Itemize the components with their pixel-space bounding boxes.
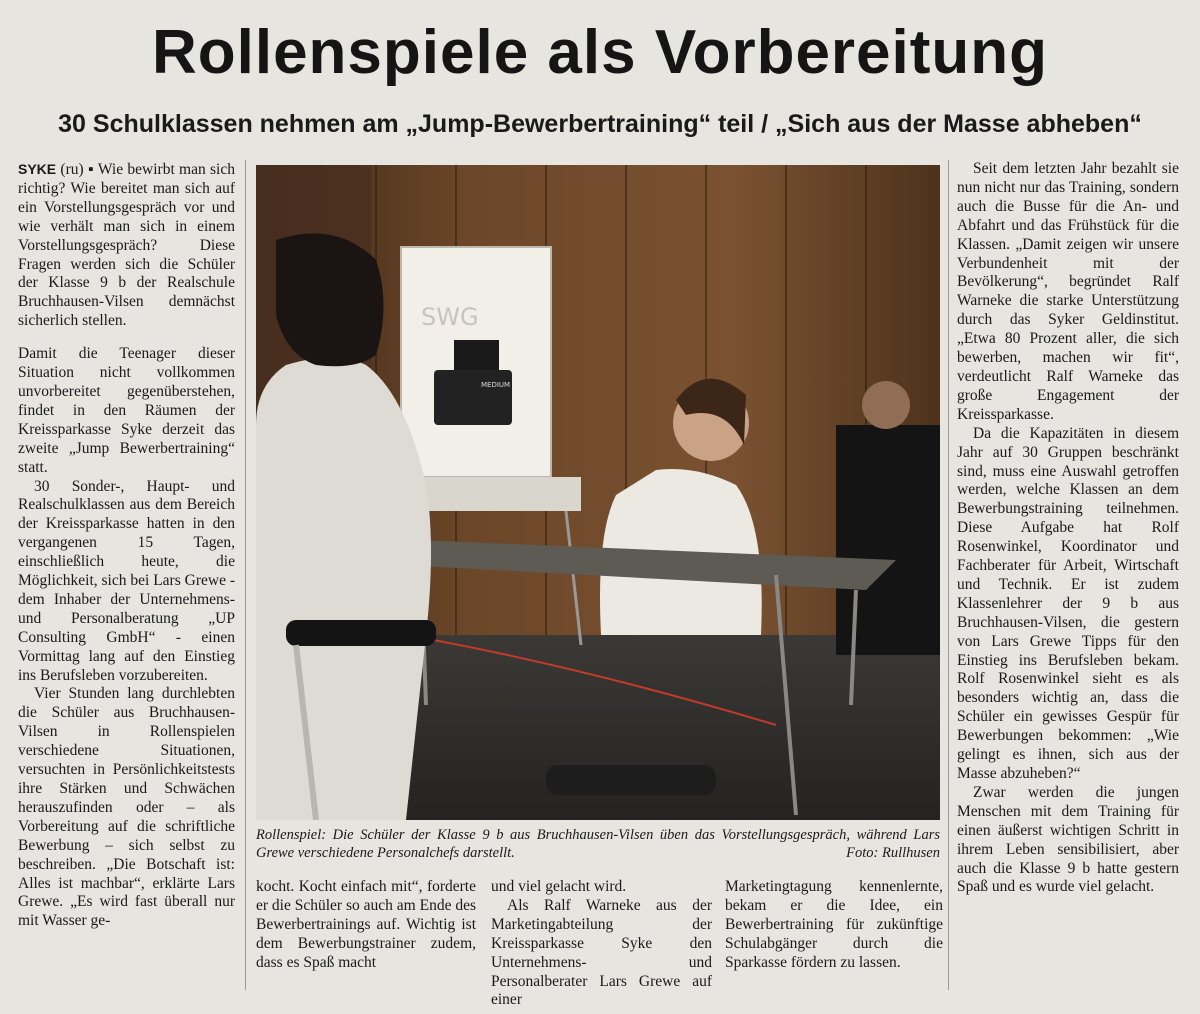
article-photo xyxy=(256,165,940,820)
article-paragraph: 30 Sonder-, Haupt- und Realschulklassen aus dem Bereich der Kreissparkasse hatten in den vergangenen 15 Tagen, einschließlich heute, die Möglichkeit, sich bei Lars Grewe - dem Inhaber der Unternehmens- und Personalberatung „UP Consulting GmbH“ - einen Vormittag lang auf den Einstieg ins Berufsleben vorzubereiten. xyxy=(18,477,235,684)
headline: Rollenspiele als Vorbereitung xyxy=(151,18,1049,87)
article-paragraph: Seit dem letzten Jahr bezahlt sie nun nicht nur das Training, sondern auch die Busse für die An- und Abfahrt und das Frühstück für die Klassen. „Damit zeigen wir unsere Verbundenheit mit der Bevölkerung“, begründet Ralf Warneke die starke Unterstützung durch das Syker Geldinstitut. „Etwa 80 Prozent aller, die sich bewerben, machen wir fit“, verdeutlicht Ralf Warneke das große Engagement der Kreissparkasse. xyxy=(957,160,1179,423)
article-column-6 xyxy=(957,160,1179,897)
article-column-4 xyxy=(725,878,943,973)
column-divider xyxy=(948,160,949,990)
article-paragraph: Marketingtagung kennenlernte, bekam er die Idee, ein Bewerbertraining für zukünftige Schulabgänger durch die Sparkasse fördern zu lassen. xyxy=(725,878,943,971)
dateline: SYKE xyxy=(18,161,57,177)
article-paragraph: Damit die Teenager dieser Situation nicht vollkommen unvorbereitet gegenüberstehen, findet in den Räumen der Kreissparkasse Syke derzeit das zweite „Jump Bewerbertraining“ statt. xyxy=(18,345,235,476)
photo-illustration xyxy=(256,165,940,820)
caption-text: Rollenspiel: Die Schüler der Klasse 9 b aus Bruchhausen-Vilsen üben das Vorstellungsgespräch, während Lars Grewe verschiedene Personalchefs darstellt. xyxy=(256,827,940,861)
author-tag: (ru) xyxy=(60,161,84,178)
lead-text: Wie bewirbt man sich richtig? Wie bereitet man sich auf ein Vorstellungsgespräch vor und wie verhält man sich in einem Vorstellungsgespräch? Diese Fragen werden sich die Schüler der Klasse 9 b der Realschule Bruchhausen-Vilsen demnächst sicherlich stellen. xyxy=(18,161,235,330)
photo-credit: Foto: Rullhusen xyxy=(846,845,940,861)
article-paragraph: Da die Kapazitäten in diesem Jahr auf 30 Gruppen beschränkt sind, muss eine Auswahl getroffen werden, welche Klassen an dem Bewerbungstraining teilnehmen. Diese Aufgabe hat Rolf Rosenwinkel, Koordinator und Fachberater für Arbeit, Wirtschaft und Technik. Er ist zudem Klassenlehrer der 9 b aus Bruchhausen-Vilsen, die gestern von Lars Grewe Tipps für den Einstieg ins Berufsleben bekam. Rolf Rosenwinkel sieht es als besonders wichtig an, dass die Schüler ein gewisses Gespür für Bewerbungen bekommen: „Wie gelingt es ihnen, sich aus der Masse abzuheben?“ xyxy=(957,424,1179,782)
flipchart-text: SWG xyxy=(421,303,479,331)
device-label: MEDIUM xyxy=(481,381,511,389)
photo-caption xyxy=(256,826,940,862)
article-paragraph: Als Ralf Warneke aus der Marketingabteilung der Kreissparkasse Syke den Unternehmens- und Personalberater Lars Grewe auf einer xyxy=(491,896,712,1009)
lead-paragraph: SYKE (ru) ▪ Wie bewirbt man sich richtig? Wie bereitet man sich auf ein Vorstellungsgespräch vor und wie verhält man sich in einem Vorstellungsgespräch? Diese Fragen werden sich die Schüler der Klasse 9 b der Realschule Bruchhausen-Vilsen demnächst sicherlich stellen. xyxy=(18,161,235,330)
article-column-2 xyxy=(256,878,476,973)
column-divider xyxy=(245,160,246,990)
article-paragraph: Zwar werden die jungen Menschen mit dem Training für einen äußerst wichtigen Schritt in ihrem Leben sensibilisiert, aber auch die Klasse 9 b hatte gestern Spaß und es wurde viel gelacht. xyxy=(957,783,1179,896)
subheadline: 30 Schulklassen nehmen am „Jump-Bewerbertraining“ teil / „Sich aus der Masse abheben“ xyxy=(58,110,1142,138)
article-column-3 xyxy=(491,878,712,1010)
article-column-1 xyxy=(18,160,235,931)
article-paragraph: und viel gelacht wird. xyxy=(491,878,627,895)
article-paragraph: Vier Stunden lang durchlebten die Schüler aus Bruchhausen-Vilsen in Rollenspielen verschiedene Situationen, versuchten in Persönlichkeitstests ihre Stärken und Schwächen herauszufinden oder – als Vorbereitung auf die schriftliche Bewerbung – sich selbst zu beschreiben. „Die Botschaft ist: Alles ist machbar“, erklärte Lars Grewe. „Es wird fast überall nur mit Wasser ge- xyxy=(18,685,235,930)
article-paragraph: kocht. Kocht einfach mit“, forderte er die Schüler so auch am Ende des Bewerbertrainings auf. Wichtig ist dem Bewerbungstrainer zudem, dass es Spaß macht xyxy=(256,878,476,971)
